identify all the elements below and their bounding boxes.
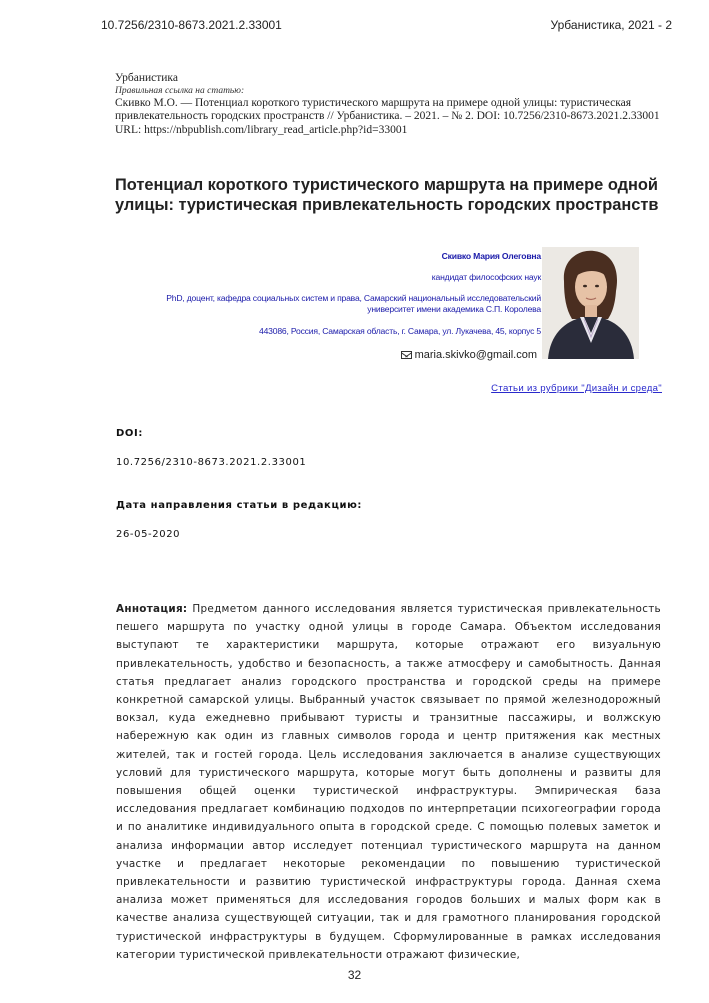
citation-text: Скивко М.О. — Потенциал короткого туристического маршрута на примере одной улицы: туристическая привлекательность городских пространств // Урбанистика. – 2021. – № 2. DOI: 10.7256/2310-8673.2021.2.33001: [115, 96, 660, 122]
abstract-label: Аннотация:: [116, 603, 188, 615]
mail-icon: [401, 351, 412, 359]
doi-value: 10.7256/2310-8673.2021.2.33001: [116, 457, 307, 468]
abstract: [116, 600, 661, 964]
author-photo: [542, 247, 639, 359]
header-journal-issue: Урбанистика, 2021 - 2: [550, 18, 672, 32]
citation-url[interactable]: URL: https://nbpublish.com/library_read_article.php?id=33001: [115, 123, 408, 136]
header-doi: 10.7256/2310-8673.2021.2.33001: [101, 18, 282, 32]
author-degree: кандидат философских наук: [431, 272, 541, 282]
citation-label: Правильная ссылка на статью:: [115, 85, 245, 96]
citation-block: [115, 72, 675, 137]
rubric-link[interactable]: Статьи из рубрики "Дизайн и среда": [491, 383, 662, 394]
abstract-text: Предметом данного исследования является туристическая привлекательность пешего маршрута по участку одной улицы в городе Самара. Объектом исследования выступают те характеристики маршрута, которые отражают его визуальную привлекательность, удобство и безопасность, а также атмосферу и самобытность. Данная статья предлагает анализ городского пространства и городской среды на примере конкретной самарской улицы. Выбранный участок связывает по прямой железнодорожный вокзал, куда ежедневно прибывают туристы и транзитные пассажиры, и волжскую набережную как один из главных символов города и центр притяжения как местных жителей, так и гостей города. Цель исследования заключается в анализе существующих условий для туристического маршрута, которые могут быть дополнены и развиты для повышения общей оценки туристической инфраструктуры. Эмпирическая база исследования предлагает комбинацию подходов по интерпретации психогеографии города и по аналитике индивидуального опыта в городской среде. С помощью полевых заметок и анализа информации автор исследует потенциал туристического маршрута на данном участке и предлагает некоторые рекомендации по повышению туристической привлекательности и развитию туристической инфраструктуры города. Данная схема анализа может применяться для исследования городов больших и малых форм как в качестве анализа существующей ситуации, так и для грамотного планирования городской туристической инфраструктуры в будущем. Сформулированные в рамках исследования категории туристической привлекательности отражают физические,: [116, 603, 661, 961]
author-email[interactable]: [401, 349, 537, 361]
author-affiliation: PhD, доцент, кафедра социальных систем и права, Самарский национальный исследовательский университет имени академика С.П. Королева: [166, 293, 541, 314]
submission-date-value: 26-05-2020: [116, 529, 181, 540]
page-number: 32: [347, 968, 362, 982]
submission-date-label: Дата направления статьи в редакцию:: [116, 500, 362, 511]
author-name: Скивко Мария Олеговна: [441, 251, 541, 261]
citation-journal: Урбанистика: [115, 72, 178, 84]
author-address: 443086, Россия, Самарская область, г. Самара, ул. Лукачева, 45, корпус 5: [259, 326, 541, 336]
author-portrait-image: [542, 247, 639, 359]
article-title: Потенциал короткого туристического маршрута на примере одной улицы: туристическая привлекательность городских пространств: [115, 176, 659, 214]
author-email-text[interactable]: maria.skivko@gmail.com: [414, 349, 537, 361]
doi-label: DOI:: [116, 428, 143, 439]
